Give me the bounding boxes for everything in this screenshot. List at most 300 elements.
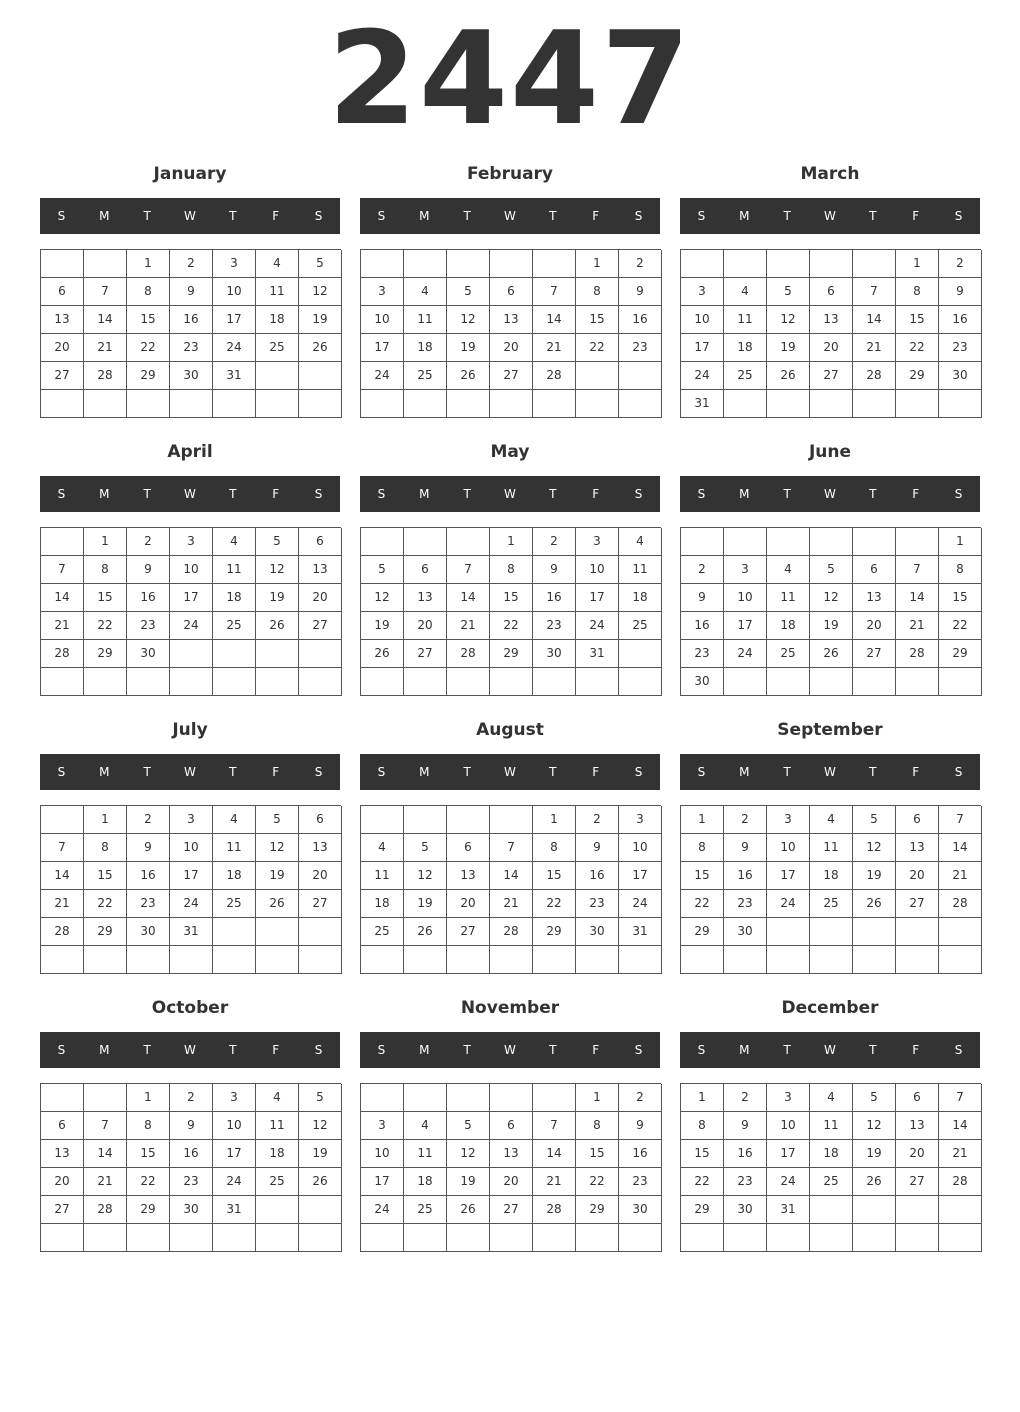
day-cell: 11: [619, 556, 662, 584]
day-cell: [404, 668, 447, 696]
day-cell: 6: [490, 278, 533, 306]
day-cell: 20: [41, 1168, 84, 1196]
day-cell: [490, 390, 533, 418]
day-cell: 6: [853, 556, 896, 584]
day-cell: [490, 1224, 533, 1252]
day-cell: 23: [724, 890, 767, 918]
day-cell: [681, 528, 724, 556]
day-cell: [810, 250, 853, 278]
day-cell: 19: [361, 612, 404, 640]
day-cell: 8: [533, 834, 576, 862]
day-cell: [490, 806, 533, 834]
day-cell: [447, 390, 490, 418]
day-cell: 3: [724, 556, 767, 584]
day-cell: 24: [767, 890, 810, 918]
weekday-header: [40, 1032, 340, 1068]
day-cell: 8: [127, 278, 170, 306]
month-july: [40, 719, 340, 989]
day-cell: 17: [619, 862, 662, 890]
day-cell: 12: [361, 584, 404, 612]
day-cell: 14: [84, 306, 127, 334]
day-cell: 3: [213, 250, 256, 278]
day-cell: 15: [533, 862, 576, 890]
day-cell: 24: [170, 612, 213, 640]
day-cell: 29: [127, 362, 170, 390]
day-cell: [896, 1196, 939, 1224]
day-cell: 4: [361, 834, 404, 862]
weekday-label: W: [184, 1043, 196, 1057]
day-cell: 20: [490, 334, 533, 362]
day-cell: 29: [896, 362, 939, 390]
day-cell: 29: [490, 640, 533, 668]
day-cell: 26: [361, 640, 404, 668]
day-cell: 10: [170, 556, 213, 584]
day-cell: 18: [404, 1168, 447, 1196]
day-cell: [724, 946, 767, 974]
day-cell: 15: [490, 584, 533, 612]
day-cell: 8: [84, 556, 127, 584]
weekday-label: W: [824, 209, 836, 223]
day-cell: 14: [447, 584, 490, 612]
weekday-label: W: [824, 487, 836, 501]
day-cell: 22: [84, 612, 127, 640]
day-cell: 6: [896, 1084, 939, 1112]
day-cell: [404, 250, 447, 278]
day-cell: 9: [576, 834, 619, 862]
weekday-label: M: [419, 487, 430, 501]
day-cell: 20: [810, 334, 853, 362]
weekday-label: T: [783, 1043, 791, 1057]
weekday-label: F: [272, 487, 280, 501]
day-cell: 22: [681, 1168, 724, 1196]
day-cell: 4: [810, 806, 853, 834]
day-cell: 5: [853, 1084, 896, 1112]
day-cell: 31: [576, 640, 619, 668]
day-cell: [939, 946, 982, 974]
weekday-label: T: [143, 1043, 151, 1057]
day-cell: 2: [724, 806, 767, 834]
day-cell: [853, 528, 896, 556]
weekday-label: T: [229, 487, 237, 501]
day-cell: 6: [41, 278, 84, 306]
day-cell: [853, 946, 896, 974]
weekday-label: T: [463, 209, 471, 223]
day-cell: 18: [256, 1140, 299, 1168]
day-cell: 22: [576, 334, 619, 362]
day-cell: 19: [404, 890, 447, 918]
day-cell: 17: [361, 334, 404, 362]
day-cell: 13: [41, 1140, 84, 1168]
day-cell: 30: [576, 918, 619, 946]
weekday-label: M: [99, 765, 110, 779]
day-cell: 28: [939, 890, 982, 918]
weekday-header: [360, 1032, 660, 1068]
day-cell: 25: [256, 1168, 299, 1196]
day-cell: 31: [213, 1196, 256, 1224]
day-cell: 22: [127, 1168, 170, 1196]
day-cell: 22: [576, 1168, 619, 1196]
day-cell: 11: [256, 278, 299, 306]
weekday-label: W: [504, 765, 516, 779]
weekday-label: F: [912, 765, 920, 779]
day-cell: 27: [299, 612, 342, 640]
day-cell: 5: [361, 556, 404, 584]
day-cell: 2: [533, 528, 576, 556]
day-cell: 19: [447, 1168, 490, 1196]
weekday-label: S: [314, 209, 323, 223]
day-cell: 12: [853, 834, 896, 862]
day-cell: 13: [447, 862, 490, 890]
day-cell: 2: [170, 1084, 213, 1112]
day-cell: 16: [170, 1140, 213, 1168]
day-cell: [490, 1084, 533, 1112]
day-cell: [213, 918, 256, 946]
day-cell: 4: [256, 1084, 299, 1112]
day-cell: 10: [724, 584, 767, 612]
month-name: March: [800, 164, 860, 184]
weekday-label: S: [634, 209, 643, 223]
day-cell: 8: [84, 834, 127, 862]
day-cell: [619, 390, 662, 418]
day-cell: 10: [681, 306, 724, 334]
day-cell: 20: [896, 1140, 939, 1168]
day-cell: 7: [84, 278, 127, 306]
day-cell: 9: [939, 278, 982, 306]
day-cell: [127, 946, 170, 974]
day-cell: 3: [767, 806, 810, 834]
day-cell: 9: [724, 1112, 767, 1140]
weekday-label: W: [824, 765, 836, 779]
day-cell: 5: [447, 1112, 490, 1140]
day-cell: [299, 668, 342, 696]
day-cell: 9: [619, 1112, 662, 1140]
day-cell: 7: [533, 278, 576, 306]
day-cell: [853, 1224, 896, 1252]
day-cell: [170, 946, 213, 974]
day-cell: 27: [896, 890, 939, 918]
day-cell: 1: [84, 528, 127, 556]
day-cell: 5: [853, 806, 896, 834]
weekday-label: S: [954, 765, 963, 779]
weekday-label: S: [634, 1043, 643, 1057]
month-name: October: [151, 998, 229, 1018]
day-cell: 10: [767, 1112, 810, 1140]
day-cell: 29: [681, 918, 724, 946]
day-cell: 18: [361, 890, 404, 918]
day-cell: 27: [853, 640, 896, 668]
weekday-label: S: [377, 209, 386, 223]
day-cell: 8: [681, 1112, 724, 1140]
day-cell: 8: [127, 1112, 170, 1140]
day-cell: [810, 1224, 853, 1252]
day-cell: 14: [41, 584, 84, 612]
day-cell: [447, 528, 490, 556]
day-cell: 24: [681, 362, 724, 390]
day-cell: [299, 918, 342, 946]
day-cell: [170, 668, 213, 696]
day-cell: 8: [576, 278, 619, 306]
day-cell: [576, 1224, 619, 1252]
day-cell: 12: [810, 584, 853, 612]
day-cell: 18: [619, 584, 662, 612]
month-name: February: [466, 164, 554, 184]
month-name: January: [153, 164, 227, 184]
day-cell: 3: [361, 1112, 404, 1140]
day-cell: 24: [619, 890, 662, 918]
weekday-label: W: [184, 765, 196, 779]
day-cell: 21: [447, 612, 490, 640]
day-cell: [681, 1224, 724, 1252]
day-cell: 14: [533, 306, 576, 334]
day-cell: 17: [213, 1140, 256, 1168]
day-cell: 10: [619, 834, 662, 862]
day-cell: 24: [361, 1196, 404, 1224]
weekday-label: T: [549, 765, 557, 779]
day-cell: 1: [490, 528, 533, 556]
day-cell: 26: [299, 334, 342, 362]
weekday-label: T: [549, 1043, 557, 1057]
day-cell: 7: [490, 834, 533, 862]
day-cell: 18: [256, 306, 299, 334]
weekday-label: W: [504, 1043, 516, 1057]
day-cell: 1: [127, 1084, 170, 1112]
weekday-label: W: [504, 487, 516, 501]
day-cell: 11: [361, 862, 404, 890]
day-cell: 9: [619, 278, 662, 306]
day-cell: [853, 1196, 896, 1224]
day-cell: 6: [299, 528, 342, 556]
day-cell: 15: [681, 1140, 724, 1168]
day-cell: 20: [404, 612, 447, 640]
weekday-label: S: [57, 487, 66, 501]
day-cell: 12: [256, 834, 299, 862]
day-cell: 28: [853, 362, 896, 390]
weekday-label: M: [99, 487, 110, 501]
weekday-label: S: [314, 1043, 323, 1057]
day-cell: 23: [170, 1168, 213, 1196]
day-cell: 30: [533, 640, 576, 668]
day-cell: [127, 668, 170, 696]
day-cell: 16: [533, 584, 576, 612]
day-cell: 5: [299, 250, 342, 278]
day-cell: [84, 668, 127, 696]
day-cell: [127, 1224, 170, 1252]
day-cell: 12: [299, 1112, 342, 1140]
day-cell: [724, 668, 767, 696]
day-cell: 27: [490, 1196, 533, 1224]
weekday-label: S: [954, 1043, 963, 1057]
day-cell: [767, 390, 810, 418]
day-cell: 1: [576, 1084, 619, 1112]
day-cell: 23: [724, 1168, 767, 1196]
weekday-label: S: [954, 487, 963, 501]
day-cell: 22: [127, 334, 170, 362]
day-cell: 19: [853, 1140, 896, 1168]
day-cell: 3: [213, 1084, 256, 1112]
day-cell: 13: [41, 306, 84, 334]
day-cell: 9: [681, 584, 724, 612]
day-cell: [213, 946, 256, 974]
day-cell: 5: [256, 528, 299, 556]
weekday-label: F: [592, 487, 600, 501]
day-cell: [576, 390, 619, 418]
day-cell: 11: [213, 834, 256, 862]
day-cell: 30: [170, 362, 213, 390]
day-cell: 5: [299, 1084, 342, 1112]
day-cell: 9: [127, 556, 170, 584]
day-cell: [767, 668, 810, 696]
day-cell: [84, 1224, 127, 1252]
day-cell: 6: [810, 278, 853, 306]
weekday-label: M: [739, 487, 750, 501]
weekday-label: S: [634, 487, 643, 501]
day-cell: [533, 1084, 576, 1112]
weekday-label: T: [869, 1043, 877, 1057]
day-cell: [256, 1196, 299, 1224]
day-cell: 20: [299, 584, 342, 612]
day-cell: 12: [447, 306, 490, 334]
day-cell: 10: [213, 1112, 256, 1140]
day-cell: 22: [939, 612, 982, 640]
day-cell: 21: [84, 334, 127, 362]
day-cell: [256, 668, 299, 696]
day-cell: 12: [767, 306, 810, 334]
day-cell: 13: [810, 306, 853, 334]
day-cell: 22: [84, 890, 127, 918]
weekday-label: T: [783, 487, 791, 501]
day-cell: 28: [84, 362, 127, 390]
day-cell: [361, 946, 404, 974]
day-cell: 15: [127, 1140, 170, 1168]
day-cell: 31: [767, 1196, 810, 1224]
day-cell: 7: [533, 1112, 576, 1140]
day-cell: 12: [853, 1112, 896, 1140]
day-cell: 4: [213, 806, 256, 834]
day-cell: 20: [299, 862, 342, 890]
weekday-label: T: [229, 1043, 237, 1057]
weekday-label: T: [869, 765, 877, 779]
weekday-label: W: [824, 1043, 836, 1057]
weekday-label: T: [143, 209, 151, 223]
day-cell: 7: [447, 556, 490, 584]
weekday-label: F: [912, 209, 920, 223]
day-cell: [810, 528, 853, 556]
day-cell: 17: [724, 612, 767, 640]
day-cell: [213, 668, 256, 696]
day-cell: [256, 640, 299, 668]
day-cell: [84, 1084, 127, 1112]
day-cell: 2: [576, 806, 619, 834]
day-grid: [680, 527, 981, 696]
day-cell: [404, 946, 447, 974]
weekday-label: T: [463, 1043, 471, 1057]
weekday-label: T: [549, 487, 557, 501]
day-cell: [170, 390, 213, 418]
day-cell: 17: [170, 862, 213, 890]
day-cell: 25: [256, 334, 299, 362]
day-cell: 11: [767, 584, 810, 612]
day-cell: 27: [41, 1196, 84, 1224]
weekday-label: T: [869, 487, 877, 501]
day-cell: 7: [853, 278, 896, 306]
day-cell: 4: [767, 556, 810, 584]
day-cell: 17: [361, 1168, 404, 1196]
day-cell: 18: [213, 584, 256, 612]
day-cell: [447, 806, 490, 834]
day-cell: 25: [404, 1196, 447, 1224]
day-cell: [810, 946, 853, 974]
weekday-label: T: [549, 209, 557, 223]
day-cell: [404, 1224, 447, 1252]
month-name: November: [460, 998, 560, 1018]
day-cell: 28: [533, 1196, 576, 1224]
day-cell: [361, 250, 404, 278]
weekday-label: F: [272, 1043, 280, 1057]
day-cell: 23: [681, 640, 724, 668]
day-cell: 11: [404, 306, 447, 334]
weekday-label: T: [783, 209, 791, 223]
day-cell: [170, 640, 213, 668]
day-cell: 13: [853, 584, 896, 612]
weekday-label: S: [377, 1043, 386, 1057]
day-cell: 24: [170, 890, 213, 918]
day-cell: 24: [576, 612, 619, 640]
day-cell: 15: [939, 584, 982, 612]
weekday-label: S: [57, 1043, 66, 1057]
day-cell: 24: [724, 640, 767, 668]
day-cell: 1: [681, 1084, 724, 1112]
day-cell: [490, 250, 533, 278]
day-cell: [84, 390, 127, 418]
month-name: August: [476, 720, 544, 740]
day-cell: 23: [576, 890, 619, 918]
day-cell: 5: [404, 834, 447, 862]
day-cell: 17: [170, 584, 213, 612]
day-cell: 21: [853, 334, 896, 362]
day-cell: 21: [533, 1168, 576, 1196]
weekday-label: M: [99, 209, 110, 223]
day-cell: 16: [170, 306, 213, 334]
day-cell: [896, 946, 939, 974]
month-name: July: [172, 720, 208, 740]
day-cell: 30: [127, 640, 170, 668]
day-cell: 28: [896, 640, 939, 668]
weekday-header: [680, 754, 980, 790]
day-cell: [299, 1224, 342, 1252]
day-grid: [360, 527, 661, 696]
day-cell: 25: [361, 918, 404, 946]
day-cell: 23: [939, 334, 982, 362]
day-cell: 1: [576, 250, 619, 278]
weekday-label: M: [419, 209, 430, 223]
day-cell: 6: [41, 1112, 84, 1140]
weekday-header: [40, 754, 340, 790]
day-cell: 13: [299, 556, 342, 584]
day-cell: 13: [490, 1140, 533, 1168]
day-cell: 23: [170, 334, 213, 362]
day-cell: 16: [939, 306, 982, 334]
weekday-label: S: [57, 765, 66, 779]
day-cell: 7: [939, 806, 982, 834]
day-grid: [40, 1083, 341, 1252]
day-cell: 3: [767, 1084, 810, 1112]
month-name: April: [167, 442, 213, 462]
day-cell: [84, 250, 127, 278]
weekday-label: W: [184, 487, 196, 501]
weekday-label: S: [697, 487, 706, 501]
day-cell: 12: [256, 556, 299, 584]
weekday-label: M: [739, 1043, 750, 1057]
